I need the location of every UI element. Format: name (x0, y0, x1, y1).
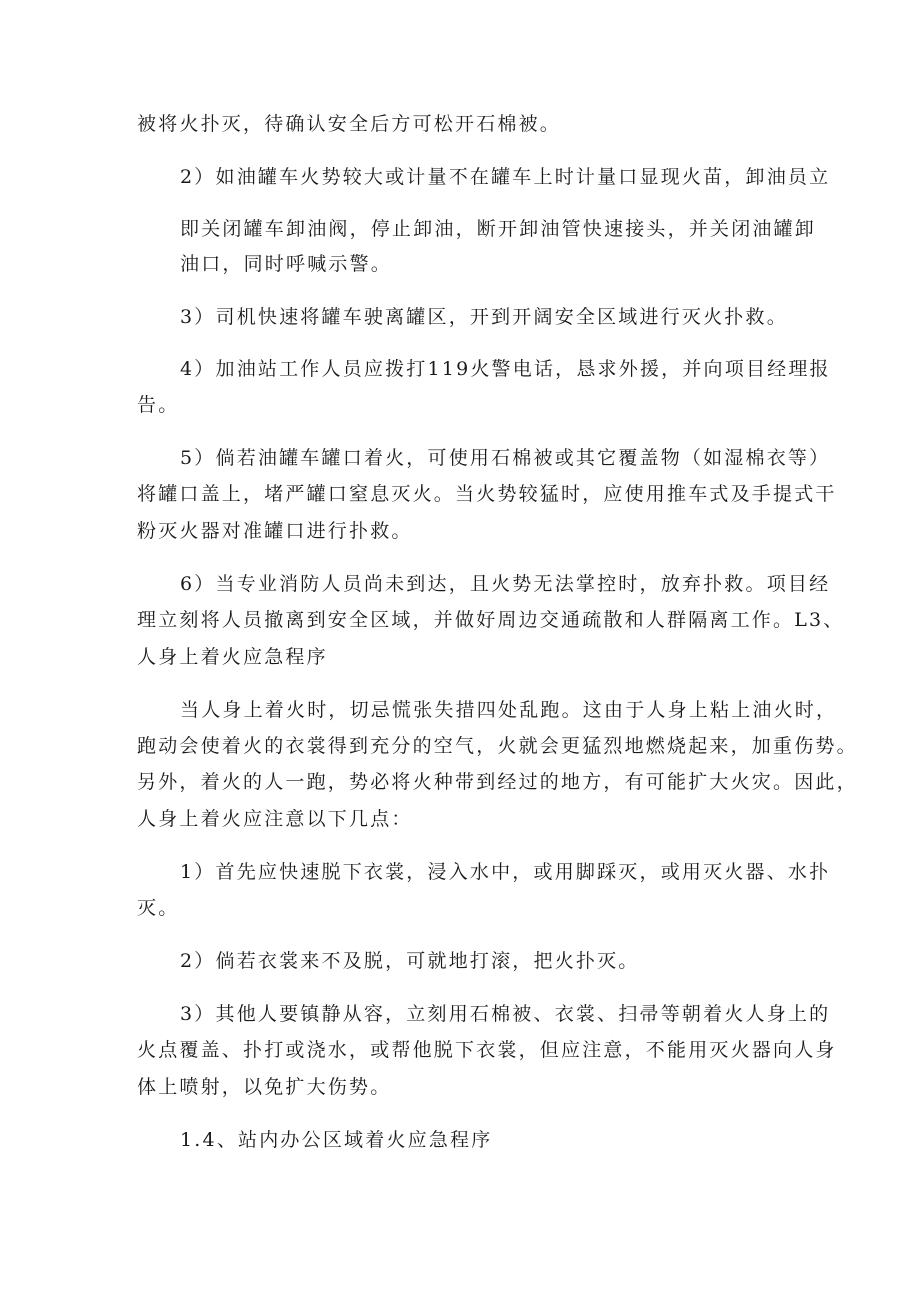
paragraph-7-line-3: 另外，着火的人一跑，势必将火种带到经过的地方，有可能扩大火灾。因此， (137, 771, 858, 793)
paragraph-2-line-3: 油口，同时呼喊示警。 (180, 253, 393, 275)
paragraph-2-line-2: 即关闭罐车卸油阀，停止卸油，断开卸油管快速接头，并关闭油罐卸 (180, 218, 817, 240)
paragraph-3-line-1: 3）司机快速将罐车驶离罐区，开到开阔安全区域进行灭火扑救。 (180, 306, 788, 328)
paragraph-10-line-2: 火点覆盖、扑打或浇水，或帮他脱下衣裳，但应注意，不能用灭火器向人身 (137, 1039, 837, 1061)
paragraph-6-line-2: 理立刻将人员撤离到安全区域，并做好周边交通疏散和人群隔离工作。L3、 (137, 609, 845, 631)
paragraph-7-line-2: 跑动会使着火的衣裳得到充分的空气，火就会更猛烈地燃烧起来，加重伤势。 (137, 735, 858, 757)
paragraph-2-line-1: 2）如油罐车火势较大或计量不在罐车上时计量口显现火苗，卸油员立 (180, 166, 831, 188)
paragraph-4-line-1: 4）加油站工作人员应拨打119火警电话，恳求外援，并向项目经理报 (180, 358, 831, 380)
paragraph-5-line-3: 粉灭火器对准罐口进行扑救。 (137, 520, 413, 542)
paragraph-9-line-1: 2）倘若衣裳来不及脱，可就地打滚，把火扑灭。 (180, 950, 640, 972)
paragraph-4-line-2: 告。 (137, 394, 180, 416)
paragraph-7-line-1: 当人身上着火时，切忌慌张失措四处乱跑。这由于人身上粘上油火时， (180, 699, 838, 721)
paragraph-continuation-line: 被将火扑灭，待确认安全后方可松开石棉被。 (137, 113, 562, 135)
paragraph-8-line-2: 灭。 (137, 897, 180, 919)
paragraph-5-line-1: 5）倘若油罐车罐口着火，可使用石棉被或其它覆盖物（如湿棉衣等） (180, 447, 831, 469)
paragraph-10-line-1: 3）其他人要镇静从容，立刻用石棉被、衣裳、扫帚等朝着火人身上的 (180, 1003, 831, 1025)
section-heading-1-4: 1.4、站内办公区域着火应急程序 (180, 1129, 493, 1151)
paragraph-7-line-4: 人身上着火应注意以下几点： (137, 808, 413, 830)
paragraph-10-line-3: 体上喷射，以免扩大伤势。 (137, 1076, 392, 1098)
paragraph-6-line-3: 人身上着火应急程序 (137, 646, 328, 668)
paragraph-6-line-1: 6）当专业消防人员尚未到达，且火势无法掌控时，放弃扑救。项目经 (180, 573, 831, 595)
paragraph-5-line-2: 将罐口盖上，堵严罐口窒息灭火。当火势较猛时，应使用推车式及手提式干 (137, 483, 837, 505)
paragraph-8-line-1: 1）首先应快速脱下衣裳，浸入水中，或用脚踩灭，或用灭火器、水扑 (180, 861, 831, 883)
